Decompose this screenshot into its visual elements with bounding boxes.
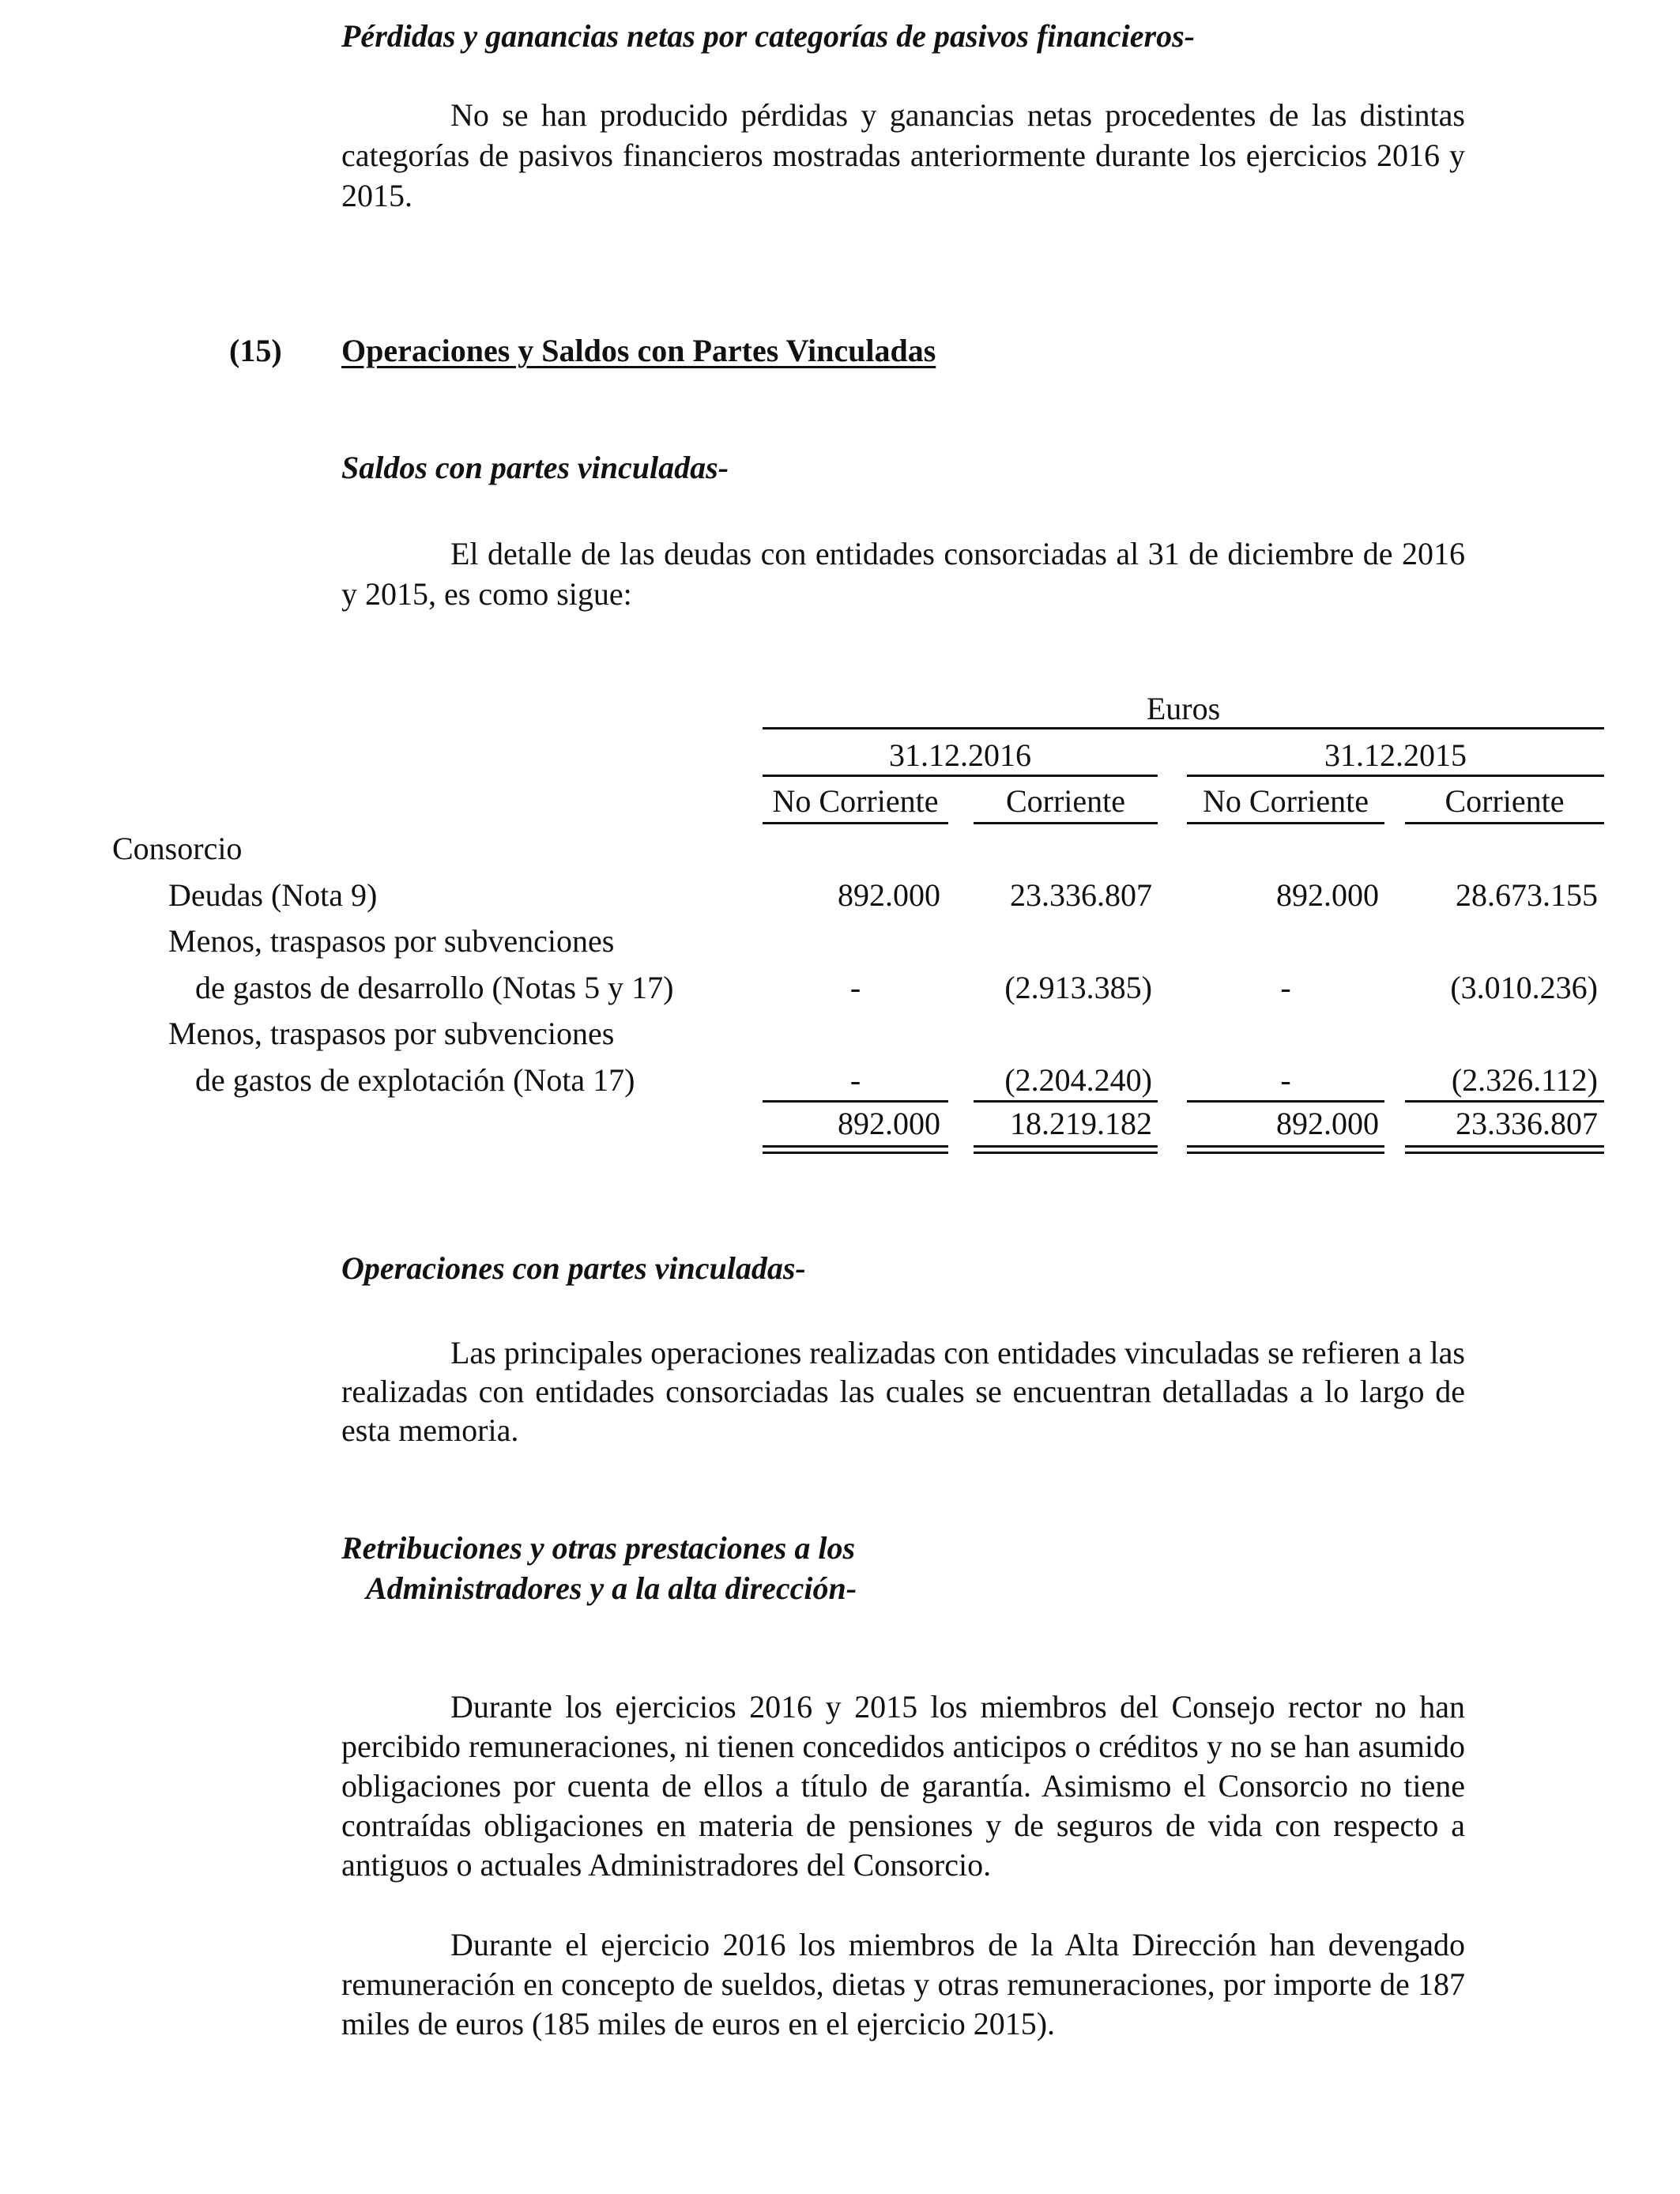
row-label-line1: Menos, traspasos por subvenciones [168,1016,615,1051]
subtotal-rule-col4 [1405,1100,1604,1103]
total-double-rule-col2-b [974,1152,1158,1154]
paragraph-retribuciones-alta-direccion [341,1925,1465,2044]
paragraph-text: El detalle de las deudas con entidades consorciadas al 31 de diciembre de 2016 y 2015, es como sigue: [341,536,1465,612]
cell-corriente-2015: 28.673.155 [1456,877,1598,913]
header-rule-col1 [763,822,948,824]
period-2016-label: 31.12.2016 [889,737,1031,773]
heading-retribuciones-line2: Administradores y a la alta dirección- [366,1570,857,1606]
period-2015-label: 31.12.2015 [1324,737,1467,773]
subtotal-rule-col1 [763,1100,948,1103]
section-number: (15) [229,333,282,368]
row-label: Deudas (Nota 9) [168,877,378,913]
heading-retribuciones-line1: Retribuciones y otras prestaciones a los [341,1530,856,1566]
row-label-line1: Menos, traspasos por subvenciones [168,923,615,959]
paragraph-text: Las principales operaciones realizadas con entidades vinculadas se refieren a las realizadas con entidades consorciadas las cuales se encuentran detalladas a lo largo de esta memoria. [341,1335,1465,1448]
subtotal-rule-col2 [974,1100,1158,1103]
total-no-corriente-2016: 892.000 [838,1106,940,1141]
table-group-label: Consorcio [112,831,243,866]
paragraph-operaciones [341,1333,1465,1449]
column-header-no-corriente-2015: No Corriente [1203,783,1369,819]
header-rule-period-2016 [763,775,1158,777]
table-currency-label: Euros [1146,691,1221,726]
paragraph-text: Durante los ejercicios 2016 y 2015 los miembros del Consejo rector no han percibido remuneraciones, ni tienen concedidos anticipos o créditos y no se han asumido obligaciones por cuenta de ellos a título de garantía. Asimismo el Consorcio no tiene contraídas obligaciones en materia de pensiones y de seguros de vida con respecto a antiguos o actuales Administradores del Consorcio. [341,1689,1465,1883]
header-rule-col2 [974,822,1158,824]
cell-no-corriente-2016: 892.000 [838,877,940,913]
heading-saldos: Saldos con partes vinculadas- [341,450,729,485]
cell-no-corriente-2015: 892.000 [1276,877,1379,913]
paragraph-text: No se han producido pérdidas y ganancias netas procedentes de las distintas categorías de pasivos financieros mostradas anteriormente durante los ejercicios 2016 y 2015. [341,97,1465,213]
total-no-corriente-2015: 892.000 [1276,1106,1379,1141]
row-label-line2: de gastos de desarrollo (Notas 5 y 17) [195,970,674,1005]
cell-no-corriente-2015: - [1280,1062,1291,1098]
paragraph-text: Durante el ejercicio 2016 los miembros de la Alta Dirección han devengado remuneración en concepto de sueldos, dietas y otras remuneraciones, por importe de 187 miles de euros (185 miles de euros en el ejercicio 2015). [341,1927,1465,2041]
subtotal-rule-col3 [1187,1100,1384,1103]
column-header-corriente-2016: Corriente [1005,783,1126,819]
cell-corriente-2015: (3.010.236) [1450,970,1598,1005]
cell-corriente-2015: (2.326.112) [1451,1062,1598,1098]
total-double-rule-col3-a [1187,1145,1384,1148]
header-rule-period-2015 [1187,775,1604,777]
total-double-rule-col4-a [1405,1145,1604,1148]
row-label-line2: de gastos de explotación (Nota 17) [195,1062,635,1098]
total-double-rule-col4-b [1405,1152,1604,1154]
cell-corriente-2016: (2.204.240) [1004,1062,1152,1098]
total-corriente-2016: 18.219.182 [1010,1106,1152,1141]
header-rule-col4 [1405,822,1604,824]
cell-no-corriente-2015: - [1280,970,1291,1005]
section-title: Operaciones y Saldos con Partes Vinculadas [341,333,936,368]
total-double-rule-col2-a [974,1145,1158,1148]
total-double-rule-col1-a [763,1145,948,1148]
cell-no-corriente-2016: - [849,1062,861,1098]
total-corriente-2015: 23.336.807 [1456,1106,1598,1141]
total-double-rule-col3-b [1187,1152,1384,1154]
total-double-rule-col1-b [763,1152,948,1154]
cell-corriente-2016: (2.913.385) [1004,970,1152,1005]
heading-operaciones: Operaciones con partes vinculadas- [341,1250,806,1286]
paragraph-perdidas-ganancias [341,95,1465,216]
header-rule-currency [763,727,1604,729]
cell-no-corriente-2016: - [849,970,861,1005]
paragraph-retribuciones-consejo [341,1687,1465,1885]
cell-corriente-2016: 23.336.807 [1010,877,1152,913]
column-header-corriente-2015: Corriente [1445,783,1565,819]
header-rule-col3 [1187,822,1384,824]
heading-perdidas-ganancias: Pérdidas y ganancias netas por categorías de pasivos financieros- [341,18,1195,54]
column-header-no-corriente-2016: No Corriente [772,783,939,819]
paragraph-saldos [341,533,1465,614]
